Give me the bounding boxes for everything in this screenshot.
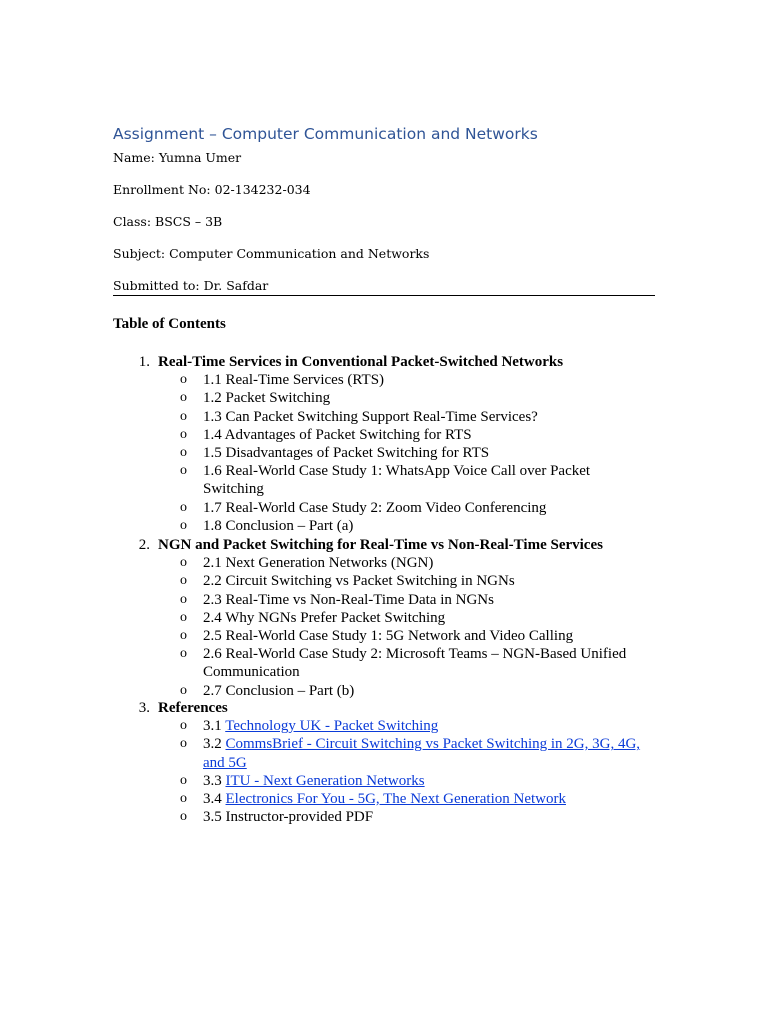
bullet-icon: o xyxy=(180,682,187,698)
toc-item-label: 1.6 Real-World Case Study 1: WhatsApp Voice Call over Packet Switching xyxy=(203,463,591,498)
toc-item-label: 2.6 Real-World Case Study 2: Microsoft Teams – NGN-Based Unified Communication xyxy=(203,646,627,681)
toc-item xyxy=(113,389,658,407)
toc-item xyxy=(113,627,658,645)
reference-link[interactable]: Technology UK - Packet Switching xyxy=(225,718,439,735)
section-number: 1. xyxy=(138,354,150,370)
bullet-icon: o xyxy=(180,573,187,589)
student-name: Name: Yumna Umer xyxy=(113,150,242,165)
reference-number: 3.4 xyxy=(203,791,226,807)
toc-item xyxy=(113,444,658,462)
reference-label: 3.5 Instructor-provided PDF xyxy=(203,809,374,826)
toc-section-2 xyxy=(113,536,658,700)
bullet-icon: o xyxy=(180,372,187,388)
bullet-icon: o xyxy=(180,609,187,625)
toc-section-1 xyxy=(113,353,658,535)
reference-item xyxy=(113,717,658,735)
section-title: References xyxy=(158,700,228,716)
toc-item-label: 2.1 Next Generation Networks (NGN) xyxy=(203,555,434,572)
reference-item xyxy=(113,790,658,808)
bullet-icon: o xyxy=(180,718,187,734)
toc-item xyxy=(113,645,658,681)
section-number: 3. xyxy=(138,700,150,716)
enrollment-number: Enrollment No: 02-134232-034 xyxy=(113,182,311,197)
toc-item xyxy=(113,426,658,444)
reference-item xyxy=(113,772,658,790)
toc-item xyxy=(113,682,658,700)
reference-item xyxy=(113,735,658,771)
reference-link[interactable]: Electronics For You - 5G, The Next Generation Network xyxy=(225,791,566,807)
toc-item xyxy=(113,554,658,572)
toc-item-label: 2.2 Circuit Switching vs Packet Switching in NGNs xyxy=(203,573,515,590)
section-title: Real-Time Services in Conventional Packet-Switched Networks xyxy=(158,354,564,370)
bullet-icon: o xyxy=(180,555,187,571)
reference-number: 3.1 xyxy=(203,718,226,735)
bullet-icon: o xyxy=(180,463,187,479)
subject-label: Subject: Computer Communication and Networks xyxy=(113,246,430,261)
toc-item-label: 1.7 Real-World Case Study 2: Zoom Video Conferencing xyxy=(203,499,547,516)
toc-item-label: 2.7 Conclusion – Part (b) xyxy=(203,682,355,699)
bullet-icon: o xyxy=(180,736,187,752)
toc-item xyxy=(113,572,658,590)
submitted-to-label: Submitted to: Dr. Safdar xyxy=(113,278,269,293)
toc-item-label: 1.3 Can Packet Switching Support Real-Time Services? xyxy=(203,408,538,425)
toc-item xyxy=(113,499,658,517)
toc-item xyxy=(113,591,658,609)
bullet-icon: o xyxy=(180,390,187,406)
bullet-icon: o xyxy=(180,517,187,533)
toc-item xyxy=(113,371,658,389)
toc-item-label: 1.4 Advantages of Packet Switching for RTS xyxy=(203,426,472,443)
toc-item-label: 1.1 Real-Time Services (RTS) xyxy=(203,372,385,389)
reference-number: 3.2 xyxy=(203,736,226,753)
bullet-icon: o xyxy=(180,791,187,806)
toc-item-label: 1.5 Disadvantages of Packet Switching for RTS xyxy=(203,445,490,461)
toc-item xyxy=(113,462,658,498)
toc-item-label: 2.5 Real-World Case Study 1: 5G Network and Video Calling xyxy=(203,628,574,644)
class-label: Class: BSCS – 3B xyxy=(113,214,223,229)
toc-item xyxy=(113,408,658,426)
bullet-icon: o xyxy=(180,772,187,788)
toc-item xyxy=(113,517,658,535)
bullet-icon: o xyxy=(180,628,187,643)
toc-item-label: 1.8 Conclusion – Part (a) xyxy=(203,517,354,534)
toc-item-label: 2.4 Why NGNs Prefer Packet Switching xyxy=(203,609,446,626)
toc-heading: Table of Contents xyxy=(113,316,226,332)
bullet-icon: o xyxy=(180,499,187,515)
toc-item-label: 2.3 Real-Time vs Non-Real-Time Data in NGNs xyxy=(203,591,494,608)
bullet-icon: o xyxy=(180,646,187,662)
toc-item xyxy=(113,609,658,627)
reference-number: 3.3 xyxy=(203,772,226,789)
reference-link[interactable]: ITU - Next Generation Networks xyxy=(225,772,425,789)
bullet-icon: o xyxy=(180,426,187,442)
toc-item-label: 1.2 Packet Switching xyxy=(203,390,331,407)
section-title: NGN and Packet Switching for Real-Time vs Non-Real-Time Services xyxy=(158,537,603,553)
section-number: 2. xyxy=(138,537,150,553)
header-divider xyxy=(113,295,655,296)
bullet-icon: o xyxy=(180,809,187,825)
toc-section-3 xyxy=(113,699,658,826)
bullet-icon: o xyxy=(180,445,187,460)
document-title: Assignment – Computer Communication and Networks xyxy=(113,125,538,143)
bullet-icon: o xyxy=(180,408,187,424)
bullet-icon: o xyxy=(180,591,187,607)
reference-link[interactable]: CommsBrief - Circuit Switching vs Packet Switching in 2G, 3G, 4G, and 5G xyxy=(203,736,641,771)
reference-item xyxy=(113,808,658,826)
